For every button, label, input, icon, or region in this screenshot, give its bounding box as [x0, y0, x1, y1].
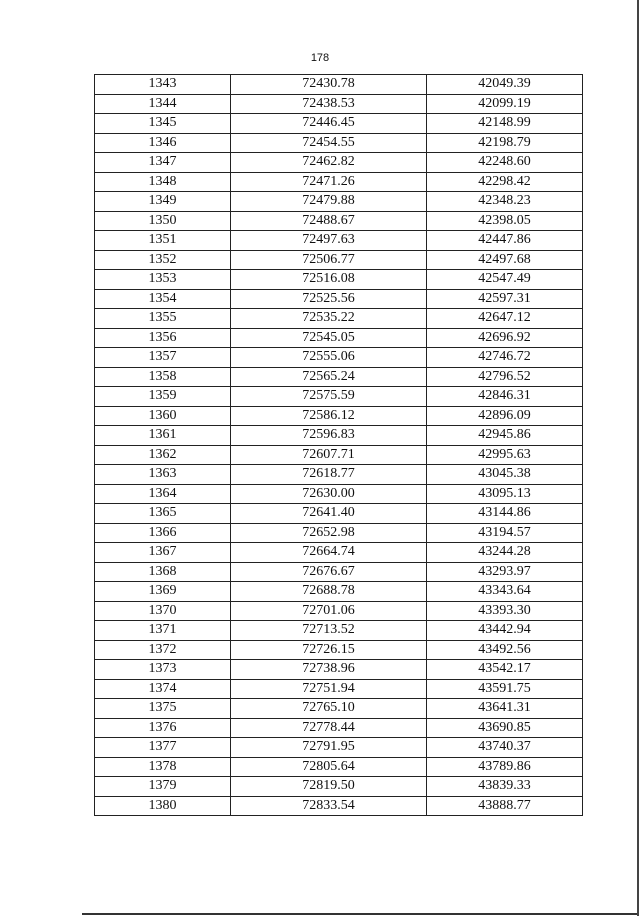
- second-value-cell: 43194.57: [427, 523, 583, 543]
- second-value-cell: 42995.63: [427, 445, 583, 465]
- table-row: [95, 348, 583, 368]
- table-row: [95, 309, 583, 329]
- table-row: [95, 621, 583, 641]
- table-row: [95, 484, 583, 504]
- second-value-cell: 42896.09: [427, 406, 583, 426]
- second-value-cell: 43442.94: [427, 621, 583, 641]
- second-value-cell: 42846.31: [427, 387, 583, 407]
- second-value-cell: 43144.86: [427, 504, 583, 524]
- row-index-cell: 1365: [95, 504, 231, 524]
- row-index-cell: 1356: [95, 328, 231, 348]
- row-index-cell: 1371: [95, 621, 231, 641]
- table-row: [95, 445, 583, 465]
- table-row: [95, 211, 583, 231]
- table-row: [95, 660, 583, 680]
- first-value-cell: 72516.08: [231, 270, 427, 290]
- row-index-cell: 1351: [95, 231, 231, 251]
- table-row: [95, 718, 583, 738]
- table-row: [95, 426, 583, 446]
- table-row: [95, 582, 583, 602]
- first-value-cell: 72641.40: [231, 504, 427, 524]
- bottom-edge-rule: [82, 913, 638, 915]
- table-row: [95, 562, 583, 582]
- row-index-cell: 1369: [95, 582, 231, 602]
- first-value-cell: 72652.98: [231, 523, 427, 543]
- second-value-cell: 42099.19: [427, 94, 583, 114]
- row-index-cell: 1364: [95, 484, 231, 504]
- first-value-cell: 72497.63: [231, 231, 427, 251]
- first-value-cell: 72596.83: [231, 426, 427, 446]
- row-index-cell: 1357: [95, 348, 231, 368]
- second-value-cell: 42198.79: [427, 133, 583, 153]
- row-index-cell: 1376: [95, 718, 231, 738]
- row-index-cell: 1366: [95, 523, 231, 543]
- first-value-cell: 72819.50: [231, 777, 427, 797]
- table-row: [95, 367, 583, 387]
- table-row: [95, 757, 583, 777]
- first-value-cell: 72525.56: [231, 289, 427, 309]
- row-index-cell: 1346: [95, 133, 231, 153]
- second-value-cell: 42696.92: [427, 328, 583, 348]
- data-table: [94, 74, 583, 816]
- first-value-cell: 72778.44: [231, 718, 427, 738]
- row-index-cell: 1358: [95, 367, 231, 387]
- first-value-cell: 72575.59: [231, 387, 427, 407]
- second-value-cell: 42746.72: [427, 348, 583, 368]
- table-row: [95, 328, 583, 348]
- second-value-cell: 43591.75: [427, 679, 583, 699]
- table-row: [95, 153, 583, 173]
- table-row: [95, 250, 583, 270]
- table-row: [95, 406, 583, 426]
- row-index-cell: 1368: [95, 562, 231, 582]
- second-value-cell: 43888.77: [427, 796, 583, 816]
- first-value-cell: 72738.96: [231, 660, 427, 680]
- first-value-cell: 72630.00: [231, 484, 427, 504]
- first-value-cell: 72688.78: [231, 582, 427, 602]
- second-value-cell: 42597.31: [427, 289, 583, 309]
- first-value-cell: 72676.67: [231, 562, 427, 582]
- first-value-cell: 72791.95: [231, 738, 427, 758]
- first-value-cell: 72607.71: [231, 445, 427, 465]
- second-value-cell: 42547.49: [427, 270, 583, 290]
- second-value-cell: 42447.86: [427, 231, 583, 251]
- first-value-cell: 72805.64: [231, 757, 427, 777]
- row-index-cell: 1352: [95, 250, 231, 270]
- table-row: [95, 543, 583, 563]
- table-row: [95, 133, 583, 153]
- first-value-cell: 72446.45: [231, 114, 427, 134]
- first-value-cell: 72430.78: [231, 75, 427, 95]
- right-edge-rule: [637, 0, 639, 916]
- table-row: [95, 601, 583, 621]
- first-value-cell: 72438.53: [231, 94, 427, 114]
- first-value-cell: 72713.52: [231, 621, 427, 641]
- second-value-cell: 43045.38: [427, 465, 583, 485]
- row-index-cell: 1354: [95, 289, 231, 309]
- second-value-cell: 43839.33: [427, 777, 583, 797]
- second-value-cell: 43492.56: [427, 640, 583, 660]
- first-value-cell: 72586.12: [231, 406, 427, 426]
- second-value-cell: 42248.60: [427, 153, 583, 173]
- table-row: [95, 114, 583, 134]
- row-index-cell: 1348: [95, 172, 231, 192]
- first-value-cell: 72555.06: [231, 348, 427, 368]
- row-index-cell: 1349: [95, 192, 231, 212]
- table-row: [95, 387, 583, 407]
- first-value-cell: 72479.88: [231, 192, 427, 212]
- first-value-cell: 72664.74: [231, 543, 427, 563]
- first-value-cell: 72565.24: [231, 367, 427, 387]
- row-index-cell: 1345: [95, 114, 231, 134]
- table-row: [95, 289, 583, 309]
- row-index-cell: 1375: [95, 699, 231, 719]
- second-value-cell: 42049.39: [427, 75, 583, 95]
- first-value-cell: 72535.22: [231, 309, 427, 329]
- table-row: [95, 679, 583, 699]
- table-row: [95, 231, 583, 251]
- second-value-cell: 43542.17: [427, 660, 583, 680]
- table-row: [95, 523, 583, 543]
- first-value-cell: 72506.77: [231, 250, 427, 270]
- row-index-cell: 1362: [95, 445, 231, 465]
- row-index-cell: 1347: [95, 153, 231, 173]
- row-index-cell: 1353: [95, 270, 231, 290]
- first-value-cell: 72833.54: [231, 796, 427, 816]
- first-value-cell: 72701.06: [231, 601, 427, 621]
- row-index-cell: 1374: [95, 679, 231, 699]
- first-value-cell: 72454.55: [231, 133, 427, 153]
- second-value-cell: 43095.13: [427, 484, 583, 504]
- first-value-cell: 72751.94: [231, 679, 427, 699]
- row-index-cell: 1361: [95, 426, 231, 446]
- second-value-cell: 43244.28: [427, 543, 583, 563]
- row-index-cell: 1373: [95, 660, 231, 680]
- table-row: [95, 94, 583, 114]
- first-value-cell: 72462.82: [231, 153, 427, 173]
- table-row: [95, 796, 583, 816]
- page-number: 178: [310, 52, 330, 64]
- table-row: [95, 777, 583, 797]
- row-index-cell: 1350: [95, 211, 231, 231]
- row-index-cell: 1372: [95, 640, 231, 660]
- row-index-cell: 1360: [95, 406, 231, 426]
- second-value-cell: 43393.30: [427, 601, 583, 621]
- row-index-cell: 1363: [95, 465, 231, 485]
- second-value-cell: 43641.31: [427, 699, 583, 719]
- second-value-cell: 43690.85: [427, 718, 583, 738]
- table-row: [95, 738, 583, 758]
- second-value-cell: 43293.97: [427, 562, 583, 582]
- row-index-cell: 1379: [95, 777, 231, 797]
- table-row: [95, 172, 583, 192]
- row-index-cell: 1377: [95, 738, 231, 758]
- row-index-cell: 1343: [95, 75, 231, 95]
- first-value-cell: 72765.10: [231, 699, 427, 719]
- row-index-cell: 1378: [95, 757, 231, 777]
- table-row: [95, 270, 583, 290]
- second-value-cell: 42398.05: [427, 211, 583, 231]
- second-value-cell: 42298.42: [427, 172, 583, 192]
- table-row: [95, 192, 583, 212]
- row-index-cell: 1359: [95, 387, 231, 407]
- first-value-cell: 72488.67: [231, 211, 427, 231]
- second-value-cell: 42148.99: [427, 114, 583, 134]
- second-value-cell: 43789.86: [427, 757, 583, 777]
- row-index-cell: 1355: [95, 309, 231, 329]
- table-row: [95, 75, 583, 95]
- table-row: [95, 699, 583, 719]
- row-index-cell: 1380: [95, 796, 231, 816]
- table-row: [95, 640, 583, 660]
- table-body: [95, 75, 583, 816]
- first-value-cell: 72726.15: [231, 640, 427, 660]
- second-value-cell: 42945.86: [427, 426, 583, 446]
- second-value-cell: 42647.12: [427, 309, 583, 329]
- row-index-cell: 1344: [95, 94, 231, 114]
- second-value-cell: 43740.37: [427, 738, 583, 758]
- second-value-cell: 42796.52: [427, 367, 583, 387]
- second-value-cell: 42348.23: [427, 192, 583, 212]
- row-index-cell: 1367: [95, 543, 231, 563]
- second-value-cell: 42497.68: [427, 250, 583, 270]
- table-row: [95, 504, 583, 524]
- second-value-cell: 43343.64: [427, 582, 583, 602]
- first-value-cell: 72545.05: [231, 328, 427, 348]
- first-value-cell: 72618.77: [231, 465, 427, 485]
- row-index-cell: 1370: [95, 601, 231, 621]
- first-value-cell: 72471.26: [231, 172, 427, 192]
- table-row: [95, 465, 583, 485]
